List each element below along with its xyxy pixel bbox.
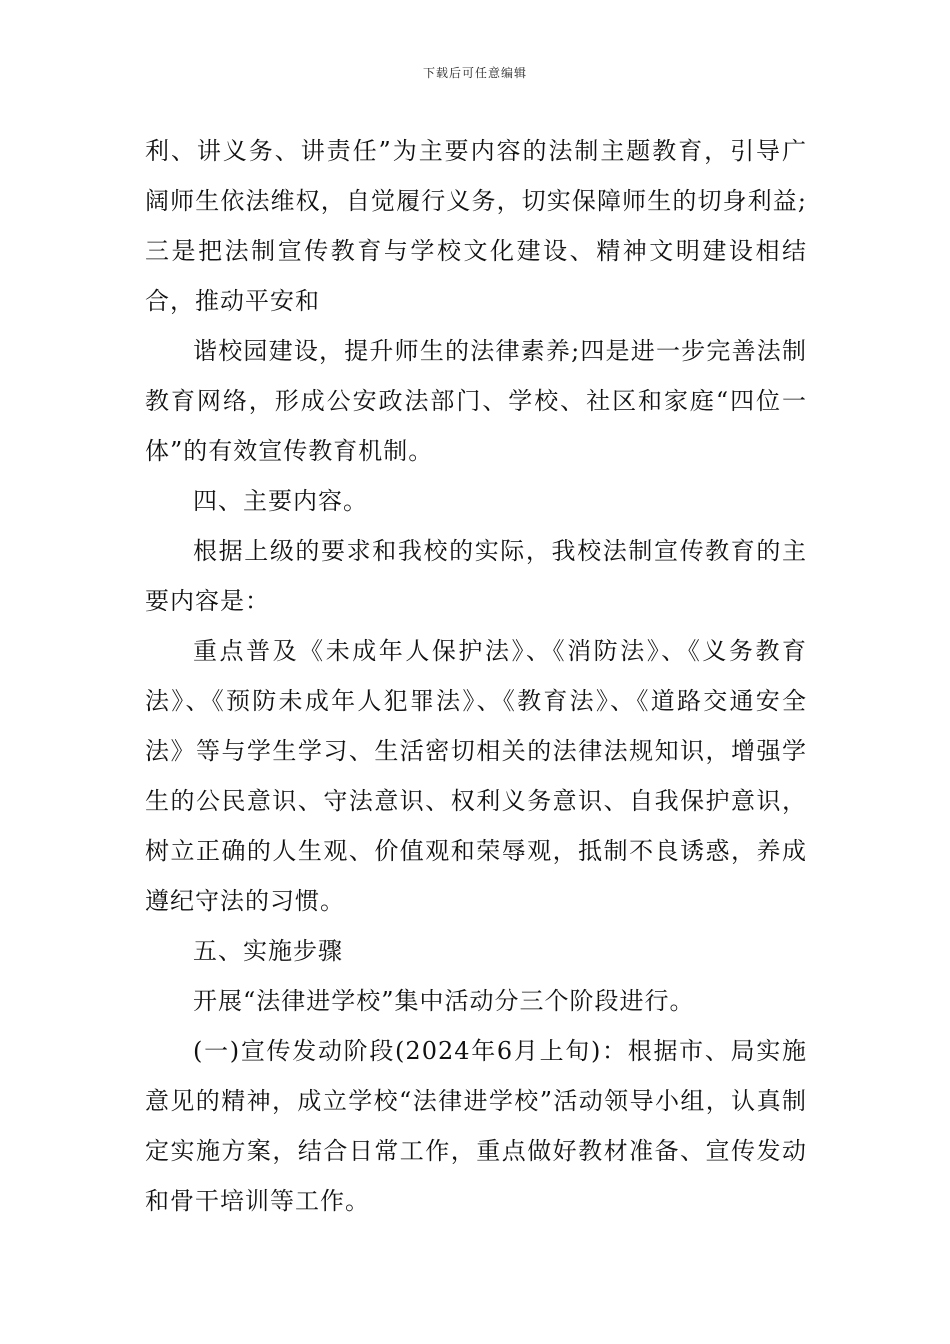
document-body bbox=[145, 126, 807, 1226]
paragraph-main-content-intro: 根据上级的要求和我校的实际，我校法制宣传教育的主要内容是： bbox=[145, 537, 807, 615]
paragraph-three-stages: 开展“法律进学校”集中活动分三个阶段进行。 bbox=[193, 987, 695, 1015]
section-heading-main-content: 四、主要内容。 bbox=[193, 487, 368, 515]
section-heading-implementation-steps: 五、实施步骤 bbox=[193, 937, 343, 965]
paragraph-continuation: 利、讲义务、讲责任”为主要内容的法制主题教育，引导广阔师生依法维权，自觉履行义务，切实保障师生的切身利益;三是把法制宣传教育与学校文化建设、精神文明建设相结合，推动平安和 bbox=[145, 137, 807, 315]
paragraph-stage-one: (一)宣传发动阶段(2024年6月上旬)：根据市、局实施意见的精神，成立学校“法律进学校”活动领导小组，认真制定实施方案，结合日常工作，重点做好教材准备、宣传发动和骨干培训等工作。 bbox=[145, 1037, 807, 1215]
paragraph-laws-list: 重点普及《未成年人保护法》、《消防法》、《义务教育法》、《预防未成年人犯罪法》、《教育法》、《道路交通安全法》等与学生学习、生活密切相关的法律法规知识，增强学生的公民意识、守法意识、权利义务意识、自我保护意识，树立正确的人生观、价值观和荣辱观，抵制不良诱惑，养成遵纪守法的习惯。 bbox=[145, 637, 807, 915]
paragraph-harmonious-campus: 谐校园建设，提升师生的法律素养;四是进一步完善法制教育网络，形成公安政法部门、学校、社区和家庭“四位一体”的有效宣传教育机制。 bbox=[145, 337, 807, 465]
header-note: 下载后可任意编辑 bbox=[422, 66, 527, 80]
